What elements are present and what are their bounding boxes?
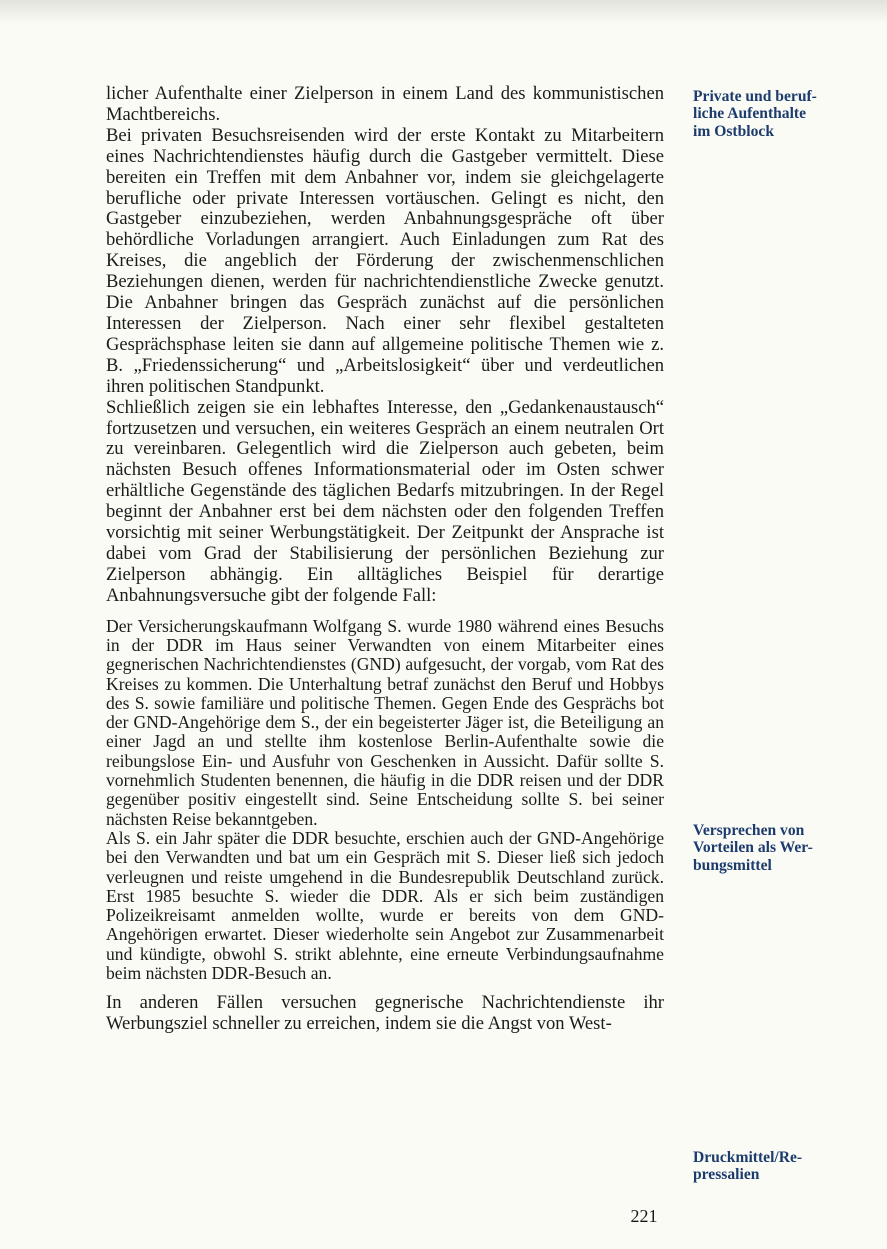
margin-note-line: pressalien [693, 1166, 760, 1184]
case-paragraph-1: Der Versicherungskaufmann Wolfgang S. wurde 1980 während eines Besuchs in der DDR im Haus seiner Verwandten von einem Mitarbeiter eines gegnerischen Nachrichtendienstes (GND) aufgesucht, der vorgab, vom Rat des Kreises zu kommen. Die Unterhaltung betraf zunächst den Beruf und Hobbys des S. sowie familiäre und politische Themen. Gegen Ende des Gesprächs bot der GND-Angehörige dem S., der ein begeisterter Jäger ist, die Beteiligung an einer Jagd an und stellte ihm kostenlose Berlin-Aufenthalte sowie die reibungslose Ein- und Ausfuhr von Geschenken in Aussicht. Dafür sollte S. vornehmlich Studenten benennen, die häufig in die DDR reisen und der DDR gegenüber positiv eingestellt sind. Seine Entscheidung sollte S. bei seiner nächsten Reise bekanntgeben. [106, 615, 664, 829]
margin-note-line: Druckmittel/Re- [693, 1149, 803, 1166]
main-text-column [106, 84, 664, 1035]
margin-note-line: liche Aufenthalte [693, 105, 807, 123]
paragraph-2: Bei privaten Besuchsreisenden wird der erste Kontakt zu Mitarbeitern eines Nachrichtendienstes häufig durch die Gastgeber vermittelt. Diese bereiten ein Treffen mit dem Anbahner vor, indem sie gleichgelagerte berufliche oder private Interessen vortäuschen. Gelingt es nicht, den Gastgeber einzubeziehen, werden Anbahnungsgespräche oft über behördliche Vorladungen arrangiert. Auch Einladungen zum Rat des Kreises, die angeblich der Förderung der zwischenmenschlichen Beziehungen dienen, werden für nachrichtendienstliche Zwecke genutzt. Die Anbahner bringen das Gespräch zunächst auf die persönlichen Interessen der Zielperson. Nach einer sehr flexibel gestalteten Gesprächsphase leiten sie dann auf allgemeine politische Themen wie z. B. „Friedenssicherung“ und „Arbeitslosigkeit“ über und verdeutlichen ihren politischen Standpunkt. [106, 124, 664, 397]
paragraph-6: In anderen Fällen versuchen gegnerische Nachrichtendienste ihr Werbungsziel schneller zu erreichen, indem sie die Angst von West- [106, 992, 664, 1035]
margin-note-line: Private und beruf- [693, 88, 817, 105]
margin-note-promises [693, 822, 853, 874]
paragraph-1: licher Aufenthalte einer Zielperson in einem Land des kommunistischen Machtbereichs. [106, 83, 664, 125]
margin-note-private-stays [693, 88, 853, 140]
margin-note-line: Versprechen von [693, 822, 805, 839]
margin-note-line: Vorteilen als Wer- [693, 839, 813, 857]
paragraph-3: Schließlich zeigen sie ein lebhaftes Interesse, den „Gedankenaustausch“ fortzusetzen und versuchen, ein weiteres Gespräch an einem neutralen Ort zu vereinbaren. Gelegentlich wird die Zielperson auch gebeten, beim nächsten Besuch offenes Informationsmaterial oder im Osten schwer erhältliche Gegenstände des täglichen Bedarfs mitzubringen. In der Regel beginnt der Anbahner erst bei dem nächsten oder den folgenden Treffen vorsichtig mit seiner Werbungstätigkeit. Der Zeitpunkt der Ansprache ist dabei vom Grad der Stabilisierung der persönlichen Beziehung zur Zielperson abhängig. Ein alltägliches Beispiel für derartige Anbahnungsversuche gibt der folgende Fall: [106, 396, 664, 606]
page-number: 221 [630, 1206, 658, 1226]
margin-note-line: bungsmittel [693, 856, 772, 874]
margin-note-pressure [693, 1149, 853, 1184]
margin-note-line: im Ostblock [693, 122, 775, 140]
case-paragraph-2: Als S. ein Jahr später die DDR besuchte, erschien auch der GND-Angehörige bei den Verwandten und bat um ein Gespräch mit S. Dieser ließ sich jedoch verleugnen und reiste umgehend in die Bundesrepublik Deutschland zurück. Erst 1985 besuchte S. wieder die DDR. Als er sich beim zuständigen Polizeikreisamt anmelden wollte, wurde er bereits von dem GND-Angehörigen erwartet. Dieser wiederholte sein Angebot zur Zusammenarbeit und kündigte, obwohl S. strikt ablehnte, eine erneute Verbindungsaufnahme beim nächsten DDR-Besuch an. [106, 827, 664, 983]
page-top-shadow [0, 0, 887, 24]
